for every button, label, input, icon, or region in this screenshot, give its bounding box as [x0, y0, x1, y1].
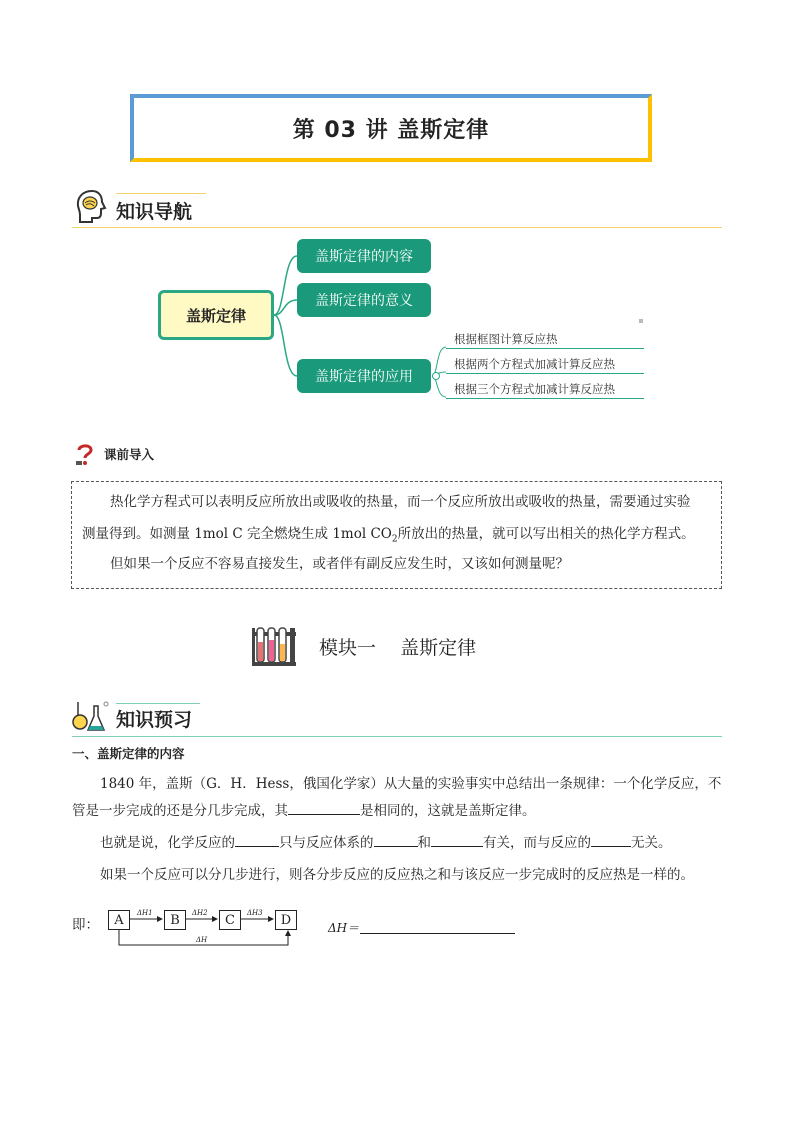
preview-line: 1840 年，盖斯（G．H．Hess，俄国化学家）从大量的实验事实中总结出一条规律：一个化学反应，不: [100, 776, 722, 792]
intro-heading: 课前导入: [104, 447, 155, 462]
preview-text: 有关，而与反应的: [483, 835, 591, 851]
flow-label: ΔH2: [192, 909, 208, 917]
intro-text: 所放出的热量，就可以写出相关的热化学方程式。: [397, 526, 695, 542]
flow-node: B: [164, 910, 186, 930]
subscript: 2: [391, 534, 398, 545]
preview-text: 只与反应体系的: [279, 835, 374, 851]
mindmap-leaf: [446, 356, 644, 374]
nav-heading: 知识导航: [116, 201, 193, 223]
module-title: 模块一 盖斯定律: [319, 637, 477, 659]
divider: [72, 736, 722, 737]
test-tube-rack-icon: [250, 622, 298, 668]
flow-node: C: [219, 910, 241, 930]
delta-h-equation: ΔH＝: [328, 921, 360, 935]
preview-text: 是相同的，这就是盖斯定律。: [360, 803, 536, 819]
preview-line: [72, 797, 536, 826]
mindmap-branch: 盖斯定律的应用: [297, 359, 431, 393]
answer-blank[interactable]: [360, 933, 515, 934]
intro-line: 但如果一个反应不容易直接发生，或者伴有副反应发生时，又该如何测量呢？: [110, 556, 569, 572]
mindmap-leaf: [446, 381, 644, 399]
intro-line: 热化学方程式可以表明反应所放出或吸收的热量，而一个反应所放出或吸收的热量，需要通过实验: [110, 494, 691, 510]
mindmap-leaf-label: 根据三个方程式加减计算反应热: [454, 382, 615, 396]
preview-text: 无关。: [631, 835, 672, 851]
flow-prefix: 即：: [72, 917, 99, 933]
fill-blank[interactable]: [431, 832, 483, 847]
divider: [116, 703, 200, 704]
preview-text: 管是一步完成的还是分几步完成，其: [72, 803, 288, 819]
preview-line: 如果一个反应可以分几步进行，则各分步反应的反应热之和与该反应一步完成时的反应热是一样的。: [100, 867, 694, 883]
mindmap-branch: 盖斯定律的内容: [297, 239, 431, 273]
flow-label: ΔH: [196, 936, 208, 944]
intro-text: 测量得到。如测量 1mol C 完全燃烧生成 1mol CO: [82, 526, 392, 542]
mindmap-connectors: [0, 0, 794, 420]
fill-blank[interactable]: [288, 800, 360, 815]
intro-header: [74, 442, 154, 466]
mindmap-branch: 盖斯定律的意义: [297, 283, 431, 317]
preview-heading: 知识预习: [116, 709, 193, 731]
mindmap-leaf-label: 根据两个方程式加减计算反应热: [454, 357, 615, 371]
fill-blank[interactable]: [591, 832, 631, 847]
preview-text: 和: [417, 835, 431, 851]
subsection-title: 一、盖斯定律的内容: [72, 746, 185, 761]
mindmap-root: 盖斯定律: [158, 290, 274, 340]
preview-text: 也就是说，化学反应的: [100, 835, 235, 851]
flow-node: A: [108, 910, 130, 930]
intro-box: [71, 481, 722, 589]
mindmap-leaf-label: 根据框图计算反应热: [454, 332, 558, 346]
fill-blank[interactable]: [374, 832, 418, 847]
fill-blank[interactable]: [235, 832, 279, 847]
question-mark-icon: [74, 442, 96, 466]
page-title: 第 03 讲 盖斯定律: [292, 117, 490, 143]
flow-label: ΔH3: [247, 909, 263, 917]
mindmap-leaf: [446, 331, 644, 349]
flow-label: ΔH1: [137, 909, 153, 917]
flow-node: D: [275, 910, 297, 930]
preview-line: [100, 829, 672, 858]
lab-flask-icon: [72, 698, 110, 734]
